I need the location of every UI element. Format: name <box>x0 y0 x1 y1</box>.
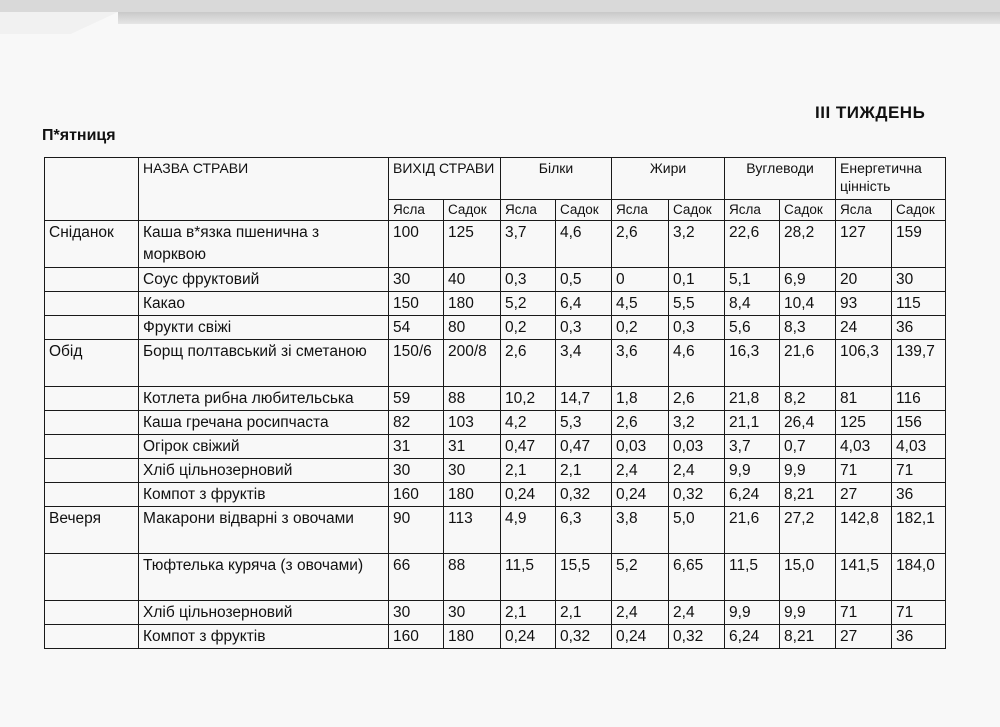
value-cell: 150/6 <box>389 340 444 387</box>
value-cell: 142,8 <box>836 507 892 554</box>
table-row <box>45 459 946 483</box>
meal-cell <box>45 435 139 459</box>
value-cell: 4,2 <box>501 411 556 435</box>
value-cell: 30 <box>389 268 444 292</box>
value-cell: 5,1 <box>725 268 780 292</box>
kindergarten-subheader: Садок <box>444 200 501 221</box>
dish-cell: Борщ полтавський зі сметаною <box>139 340 389 387</box>
value-cell: 0,47 <box>556 435 612 459</box>
value-cell: 0,03 <box>669 435 725 459</box>
value-cell: 21,1 <box>725 411 780 435</box>
dish-header: НАЗВА СТРАВИ <box>139 158 389 221</box>
fat-header: Жири <box>612 158 725 200</box>
value-cell: 28,2 <box>780 221 836 268</box>
value-cell: 88 <box>444 554 501 601</box>
value-cell: 4,03 <box>892 435 946 459</box>
value-cell: 103 <box>444 411 501 435</box>
table-row <box>45 411 946 435</box>
value-cell: 4,6 <box>556 221 612 268</box>
paper-fold <box>0 12 118 34</box>
value-cell: 6,65 <box>669 554 725 601</box>
table-row <box>45 316 946 340</box>
nursery-subheader: Ясла <box>612 200 669 221</box>
dish-cell: Компот з фруктів <box>139 483 389 507</box>
carbs-header: Вуглеводи <box>725 158 836 200</box>
meal-cell <box>45 625 139 649</box>
value-cell: 180 <box>444 625 501 649</box>
kindergarten-subheader: Садок <box>892 200 946 221</box>
value-cell: 0,2 <box>501 316 556 340</box>
value-cell: 10,2 <box>501 387 556 411</box>
energy-header: Енергетична цінність <box>836 158 946 200</box>
value-cell: 2,1 <box>501 601 556 625</box>
value-cell: 2,1 <box>501 459 556 483</box>
value-cell: 15,0 <box>780 554 836 601</box>
meal-cell <box>45 387 139 411</box>
table-row <box>45 292 946 316</box>
value-cell: 8,2 <box>780 387 836 411</box>
value-cell: 8,21 <box>780 483 836 507</box>
week-title: III ТИЖДЕНЬ <box>815 103 926 122</box>
value-cell: 10,4 <box>780 292 836 316</box>
value-cell: 159 <box>892 221 946 268</box>
value-cell: 30 <box>389 601 444 625</box>
scan-edge-shadow <box>118 12 1000 24</box>
value-cell: 150 <box>389 292 444 316</box>
value-cell: 0,2 <box>612 316 669 340</box>
table-row <box>45 221 946 268</box>
table-row <box>45 387 946 411</box>
value-cell: 5,2 <box>501 292 556 316</box>
value-cell: 31 <box>444 435 501 459</box>
value-cell: 21,8 <box>725 387 780 411</box>
value-cell: 4,9 <box>501 507 556 554</box>
value-cell: 2,6 <box>612 221 669 268</box>
value-cell: 0 <box>612 268 669 292</box>
value-cell: 24 <box>836 316 892 340</box>
value-cell: 5,3 <box>556 411 612 435</box>
table-row <box>45 268 946 292</box>
value-cell: 0,24 <box>501 483 556 507</box>
value-cell: 30 <box>892 268 946 292</box>
value-cell: 11,5 <box>725 554 780 601</box>
day-title: П*ятниця <box>42 127 116 144</box>
dish-cell: Фрукти свіжі <box>139 316 389 340</box>
value-cell: 27 <box>836 625 892 649</box>
value-cell: 59 <box>389 387 444 411</box>
value-cell: 71 <box>892 601 946 625</box>
value-cell: 0,32 <box>669 483 725 507</box>
meal-cell: Вечеря <box>45 507 139 554</box>
value-cell: 81 <box>836 387 892 411</box>
value-cell: 5,5 <box>669 292 725 316</box>
value-cell: 3,7 <box>725 435 780 459</box>
value-cell: 106,3 <box>836 340 892 387</box>
meal-cell <box>45 483 139 507</box>
value-cell: 26,4 <box>780 411 836 435</box>
dish-cell: Какао <box>139 292 389 316</box>
value-cell: 3,2 <box>669 221 725 268</box>
value-cell: 27 <box>836 483 892 507</box>
value-cell: 6,4 <box>556 292 612 316</box>
value-cell: 80 <box>444 316 501 340</box>
value-cell: 0,3 <box>556 316 612 340</box>
value-cell: 36 <box>892 316 946 340</box>
value-cell: 66 <box>389 554 444 601</box>
value-cell: 21,6 <box>725 507 780 554</box>
value-cell: 30 <box>444 459 501 483</box>
dish-cell: Хліб цільнозерновий <box>139 601 389 625</box>
value-cell: 2,6 <box>669 387 725 411</box>
protein-header: Білки <box>501 158 612 200</box>
dish-cell: Макарони відварні з овочами <box>139 507 389 554</box>
value-cell: 30 <box>444 601 501 625</box>
value-cell: 5,0 <box>669 507 725 554</box>
dish-cell: Огірок свіжий <box>139 435 389 459</box>
value-cell: 6,24 <box>725 483 780 507</box>
dish-cell: Хліб цільнозерновий <box>139 459 389 483</box>
value-cell: 71 <box>836 459 892 483</box>
value-cell: 5,2 <box>612 554 669 601</box>
value-cell: 4,6 <box>669 340 725 387</box>
value-cell: 0,24 <box>501 625 556 649</box>
value-cell: 125 <box>444 221 501 268</box>
value-cell: 160 <box>389 483 444 507</box>
value-cell: 82 <box>389 411 444 435</box>
dish-cell: Котлета рибна любительська <box>139 387 389 411</box>
value-cell: 9,9 <box>725 601 780 625</box>
table-row <box>45 625 946 649</box>
value-cell: 6,9 <box>780 268 836 292</box>
value-cell: 16,3 <box>725 340 780 387</box>
value-cell: 6,3 <box>556 507 612 554</box>
value-cell: 184,0 <box>892 554 946 601</box>
value-cell: 156 <box>892 411 946 435</box>
value-cell: 0,3 <box>669 316 725 340</box>
value-cell: 0,1 <box>669 268 725 292</box>
value-cell: 21,6 <box>780 340 836 387</box>
dish-cell: Соус фруктовий <box>139 268 389 292</box>
meal-cell <box>45 316 139 340</box>
meal-cell <box>45 554 139 601</box>
kindergarten-subheader: Садок <box>669 200 725 221</box>
dish-cell: Тюфтелька куряча (з овочами) <box>139 554 389 601</box>
value-cell: 30 <box>389 459 444 483</box>
table-row <box>45 507 946 554</box>
nursery-subheader: Ясла <box>836 200 892 221</box>
value-cell: 20 <box>836 268 892 292</box>
table-row <box>45 601 946 625</box>
value-cell: 31 <box>389 435 444 459</box>
value-cell: 0,47 <box>501 435 556 459</box>
kindergarten-subheader: Садок <box>556 200 612 221</box>
value-cell: 6,24 <box>725 625 780 649</box>
meal-cell <box>45 268 139 292</box>
value-cell: 2,6 <box>501 340 556 387</box>
value-cell: 0,7 <box>780 435 836 459</box>
kindergarten-subheader: Садок <box>780 200 836 221</box>
value-cell: 0,03 <box>612 435 669 459</box>
value-cell: 2,6 <box>612 411 669 435</box>
value-cell: 113 <box>444 507 501 554</box>
meal-cell: Обід <box>45 340 139 387</box>
meal-cell <box>45 292 139 316</box>
value-cell: 90 <box>389 507 444 554</box>
value-cell: 1,8 <box>612 387 669 411</box>
value-cell: 8,3 <box>780 316 836 340</box>
value-cell: 0,32 <box>556 625 612 649</box>
value-cell: 54 <box>389 316 444 340</box>
table-row <box>45 554 946 601</box>
value-cell: 180 <box>444 292 501 316</box>
value-cell: 71 <box>836 601 892 625</box>
value-cell: 22,6 <box>725 221 780 268</box>
value-cell: 200/8 <box>444 340 501 387</box>
value-cell: 88 <box>444 387 501 411</box>
value-cell: 0,24 <box>612 483 669 507</box>
dish-cell: Каша в*язка пшенична з морквою <box>139 221 389 268</box>
value-cell: 4,03 <box>836 435 892 459</box>
value-cell: 36 <box>892 483 946 507</box>
value-cell: 3,8 <box>612 507 669 554</box>
menu-table <box>44 157 946 649</box>
yield-header: ВИХІД СТРАВИ <box>389 158 501 200</box>
value-cell: 14,7 <box>556 387 612 411</box>
nursery-subheader: Ясла <box>501 200 556 221</box>
value-cell: 0,32 <box>556 483 612 507</box>
value-cell: 27,2 <box>780 507 836 554</box>
nursery-subheader: Ясла <box>389 200 444 221</box>
value-cell: 100 <box>389 221 444 268</box>
value-cell: 15,5 <box>556 554 612 601</box>
value-cell: 3,4 <box>556 340 612 387</box>
value-cell: 3,2 <box>669 411 725 435</box>
value-cell: 9,9 <box>780 459 836 483</box>
meal-cell: Сніданок <box>45 221 139 268</box>
value-cell: 127 <box>836 221 892 268</box>
value-cell: 116 <box>892 387 946 411</box>
value-cell: 36 <box>892 625 946 649</box>
value-cell: 0,24 <box>612 625 669 649</box>
meal-header <box>45 158 139 221</box>
value-cell: 160 <box>389 625 444 649</box>
table-row <box>45 340 946 387</box>
value-cell: 2,4 <box>669 601 725 625</box>
value-cell: 2,4 <box>612 459 669 483</box>
meal-cell <box>45 411 139 435</box>
value-cell: 0,3 <box>501 268 556 292</box>
value-cell: 93 <box>836 292 892 316</box>
value-cell: 115 <box>892 292 946 316</box>
value-cell: 5,6 <box>725 316 780 340</box>
meal-cell <box>45 459 139 483</box>
value-cell: 141,5 <box>836 554 892 601</box>
value-cell: 71 <box>892 459 946 483</box>
value-cell: 125 <box>836 411 892 435</box>
value-cell: 3,6 <box>612 340 669 387</box>
nursery-subheader: Ясла <box>725 200 780 221</box>
value-cell: 182,1 <box>892 507 946 554</box>
value-cell: 8,4 <box>725 292 780 316</box>
value-cell: 3,7 <box>501 221 556 268</box>
value-cell: 8,21 <box>780 625 836 649</box>
value-cell: 180 <box>444 483 501 507</box>
value-cell: 4,5 <box>612 292 669 316</box>
value-cell: 0,5 <box>556 268 612 292</box>
meal-cell <box>45 601 139 625</box>
value-cell: 2,4 <box>669 459 725 483</box>
value-cell: 2,4 <box>612 601 669 625</box>
dish-cell: Каша гречана росипчаста <box>139 411 389 435</box>
value-cell: 0,32 <box>669 625 725 649</box>
value-cell: 11,5 <box>501 554 556 601</box>
dish-cell: Компот з фруктів <box>139 625 389 649</box>
value-cell: 9,9 <box>780 601 836 625</box>
table-row <box>45 435 946 459</box>
value-cell: 9,9 <box>725 459 780 483</box>
value-cell: 139,7 <box>892 340 946 387</box>
table-row <box>45 483 946 507</box>
value-cell: 40 <box>444 268 501 292</box>
value-cell: 2,1 <box>556 459 612 483</box>
value-cell: 2,1 <box>556 601 612 625</box>
